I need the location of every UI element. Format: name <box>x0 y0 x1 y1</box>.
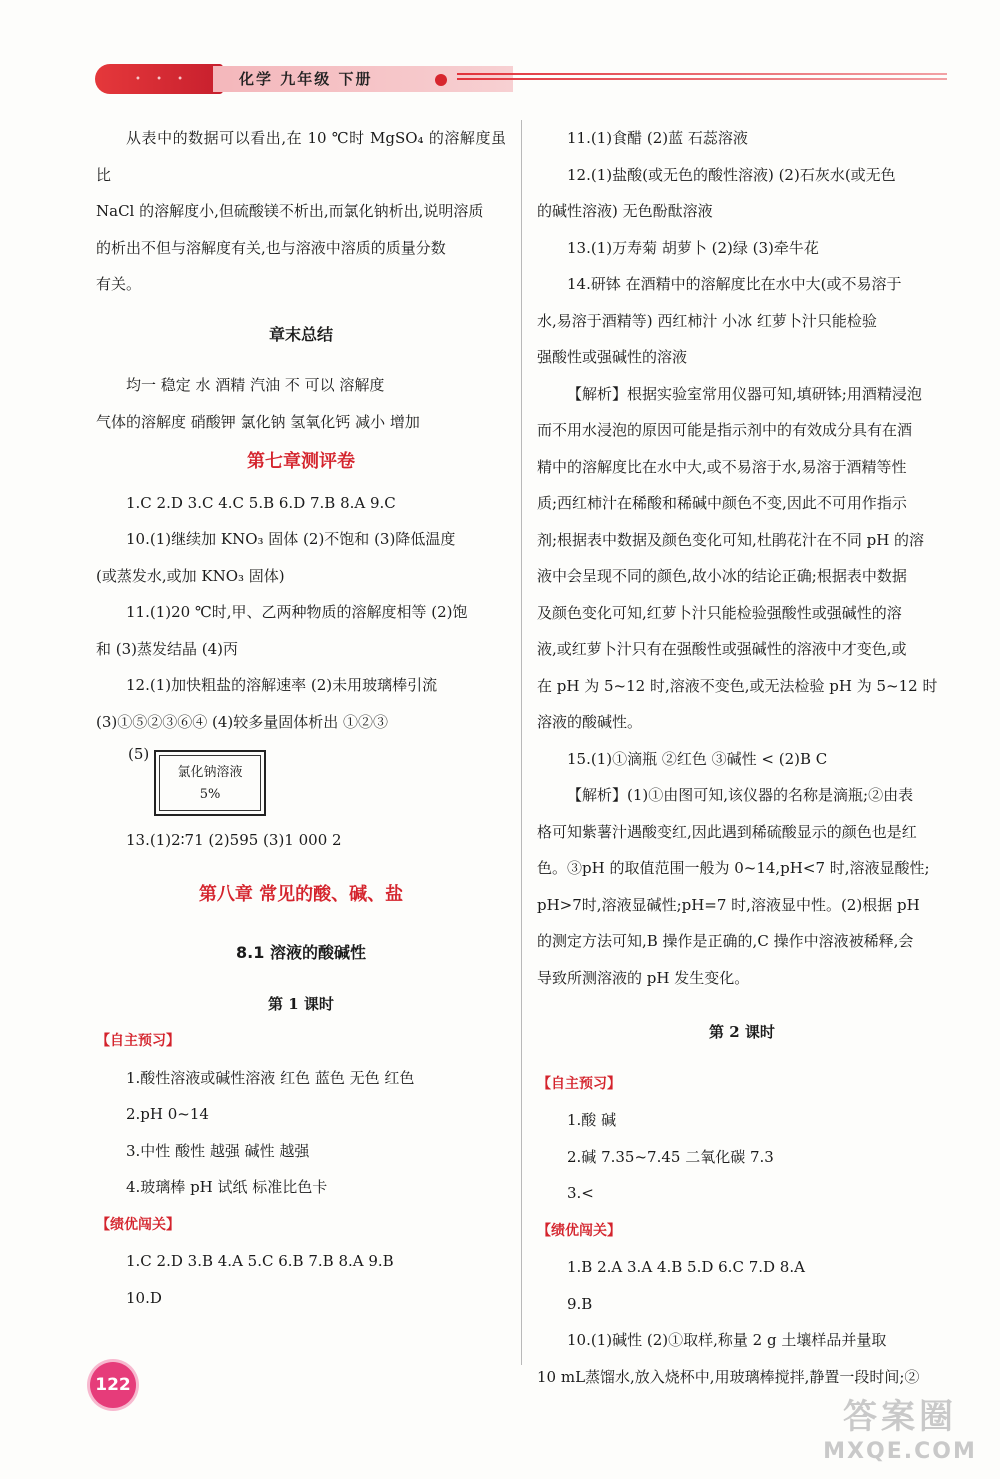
answer-line: 14.研钵 在酒精中的溶解度比在水中大(或不易溶于 <box>567 275 902 293</box>
answer-line: 1.酸 碱 <box>567 1111 617 1129</box>
analysis-line: 溶液的酸碱性。 <box>537 713 643 731</box>
excel-tag-line <box>96 1206 506 1244</box>
answer-line: 2.碱 7.35~7.45 二氧化碳 7.3 <box>567 1147 774 1166</box>
analysis-line: pH>7时,溶液显碱性;pH=7 时,溶液显中性。(2)根据 pH <box>537 895 920 914</box>
header-decoration: • • • <box>135 74 190 85</box>
answer-line: 2.pH 0~14 <box>126 1105 209 1123</box>
section-heading: 8.1 溶液的酸碱性 <box>236 943 366 962</box>
answer-line: 10.(1)碱性 (2)①取样,称量 2 g 土壤样品并量取 <box>567 1331 887 1349</box>
preview-tag-line <box>537 1065 947 1103</box>
answer-line: 3.中性 酸性 越强 碱性 越强 <box>126 1141 310 1160</box>
page-number: 122 <box>90 1362 136 1408</box>
section-heading: 章末总结 <box>268 324 333 344</box>
analysis-line: 质;西红柿汁在稀酸和稀碱中颜色不变,因此不可用作指示 <box>537 494 907 512</box>
reagent-label-inner <box>159 755 261 811</box>
analysis-line: 导致所测溶液的 pH 发生变化。 <box>537 968 750 987</box>
text-line: 从表中的数据可以看出,在 10 ℃时 MgSO₄ 的溶解度虽比 <box>96 129 506 184</box>
answer-line: (或蒸发水,或加 KNO₃ 固体) <box>96 566 285 585</box>
analysis-line: 格可知紫薯汁遇酸变红,因此遇到稀硫酸显示的颜色也是红 <box>537 822 917 841</box>
preview-tag-line <box>96 1022 506 1060</box>
column-divider <box>521 120 522 1365</box>
answer-line: 3.< <box>567 1184 594 1202</box>
excel-tag: 【绩优闯关】 <box>96 1216 180 1233</box>
answer-line: 9.B <box>567 1294 593 1313</box>
analysis-line: 及颜色变化可知,红萝卜汁只能检验强酸性或强碱性的溶 <box>537 603 902 622</box>
analysis-line: 色。③pH 的取值范围一般为 0~14,pH<7 时,溶液显酸性; <box>537 859 930 877</box>
preview-tag: 【自主预习】 <box>537 1075 621 1092</box>
answer-line: 10 mL蒸馏水,放入烧杯中,用玻璃棒搅拌,静置一段时间;② <box>537 1367 920 1386</box>
excel-tag-line <box>537 1212 947 1250</box>
reagent-label-name: 氯化钠溶液 <box>177 765 243 780</box>
answer-line: 水,易溶于酒精等) 西红柿汁 小冰 红萝卜汁只能检验 <box>537 311 877 330</box>
reagent-label-concentration: 5% <box>199 787 221 802</box>
chapter-heading: 第八章 常见的酸、碱、盐 <box>198 883 404 905</box>
right-column <box>537 120 947 1395</box>
header-dot <box>435 74 447 86</box>
answer-line: 11.(1)20 ℃时,甲、乙两种物质的溶解度相等 (2)饱 <box>126 603 468 621</box>
analysis-line: 【解析】根据实验室常用仪器可知,填研钵;用酒精浸泡 <box>567 384 922 403</box>
answer-line: 1.B 2.A 3.A 4.B 5.D 6.C 7.D 8.A <box>567 1258 805 1276</box>
chapter-test-heading: 第七章测评卷 <box>247 451 355 472</box>
text-line: NaCl 的溶解度小,但硫酸镁不析出,而氯化钠析出,说明溶质 <box>96 202 484 220</box>
analysis-line: 的测定方法可知,B 操作是正确的,C 操作中溶液被稀释,会 <box>537 932 914 950</box>
left-column <box>96 120 506 1316</box>
answer-line: 15.(1)①滴瓶 ②红色 ③碱性 < (2)B C <box>567 749 828 768</box>
answer-line: 1.酸性溶液或碱性溶液 红色 蓝色 无色 红色 <box>126 1068 415 1087</box>
answer-line: 12.(1)加快粗盐的溶解速率 (2)未用玻璃棒引流 <box>126 676 438 694</box>
reagent-label <box>154 750 266 816</box>
watermark-text: 答案圈 <box>843 1397 957 1437</box>
watermark-logo <box>810 1395 990 1475</box>
answer-line: 1.C 2.D 3.C 4.C 5.B 6.D 7.B 8.A 9.C <box>126 493 396 512</box>
text-line: 均一 稳定 水 酒精 汽油 不 可以 溶解度 <box>126 376 385 394</box>
header-title: 化学 九年级 下册 <box>213 66 513 92</box>
header-rule <box>457 73 947 87</box>
answer-line: 13.(1)2∶71 (2)595 (3)1 000 2 <box>126 831 342 849</box>
answer-line: 10.(1)继续加 KNO₃ 固体 (2)不饱和 (3)降低温度 <box>126 530 456 548</box>
analysis-line: 液中会呈现不同的颜色,故小冰的结论正确;根据表中数据 <box>537 567 907 585</box>
preview-tag: 【自主预习】 <box>96 1033 180 1049</box>
answer-line: 1.C 2.D 3.B 4.A 5.C 6.B 7.B 8.A 9.B <box>126 1252 394 1270</box>
lesson-heading: 第 2 课时 <box>709 1023 775 1041</box>
text-line: 有关。 <box>96 275 142 293</box>
analysis-line: 液,或红萝卜汁只有在强酸性或强碱性的溶液中才变色,或 <box>537 640 907 658</box>
analysis-line: 而不用水浸泡的原因可能是指示剂中的有效成分具有在酒 <box>537 421 913 439</box>
analysis-line: 在 pH 为 5~12 时,溶液不变色,或无法检验 pH 为 5~12 时 <box>537 676 938 695</box>
header-tab <box>95 64 223 94</box>
answer-line: 13.(1)万寿菊 胡萝卜 (2)绿 (3)牵牛花 <box>567 238 819 257</box>
answer-line: 和 (3)蒸发结晶 (4)丙 <box>96 639 239 658</box>
analysis-line: 精中的溶解度比在水中大,或不易溶于水,易溶于酒精等性 <box>537 457 907 476</box>
excel-tag: 【绩优闯关】 <box>537 1222 621 1239</box>
lesson-heading: 第 1 课时 <box>268 994 334 1013</box>
analysis-line: 【解析】(1)①由图可知,该仪器的名称是滴瓶;②由表 <box>567 786 914 804</box>
text-line: 的析出不但与溶解度有关,也与溶液中溶质的质量分数 <box>96 238 446 257</box>
answer-line: (3)①⑤②③⑥④ (4)较多量固体析出 ①②③ <box>96 712 389 731</box>
watermark-url: MXQE.COM <box>823 1439 977 1464</box>
analysis-line: 剂;根据表中数据及颜色变化可知,杜鹃花汁在不同 pH 的溶 <box>537 530 925 549</box>
answer-line: 12.(1)盐酸(或无色的酸性溶液) (2)石灰水(或无色 <box>567 165 896 184</box>
answer-line: 10.D <box>126 1288 162 1307</box>
answer-line: 的碱性溶液) 无色酚酞溶液 <box>537 202 713 220</box>
reagent-label-figure <box>96 742 506 822</box>
answer-line: 强酸性或强碱性的溶液 <box>537 348 688 366</box>
answer-line: 11.(1)食醋 (2)蓝 石蕊溶液 <box>567 129 748 147</box>
text-line: 气体的溶解度 硝酸钾 氯化钠 氢氧化钙 减小 增加 <box>96 412 420 431</box>
answer-line: 4.玻璃棒 pH 试纸 标准比色卡 <box>126 1178 328 1196</box>
answer-number: (5) <box>128 745 150 763</box>
page-header <box>95 62 950 98</box>
